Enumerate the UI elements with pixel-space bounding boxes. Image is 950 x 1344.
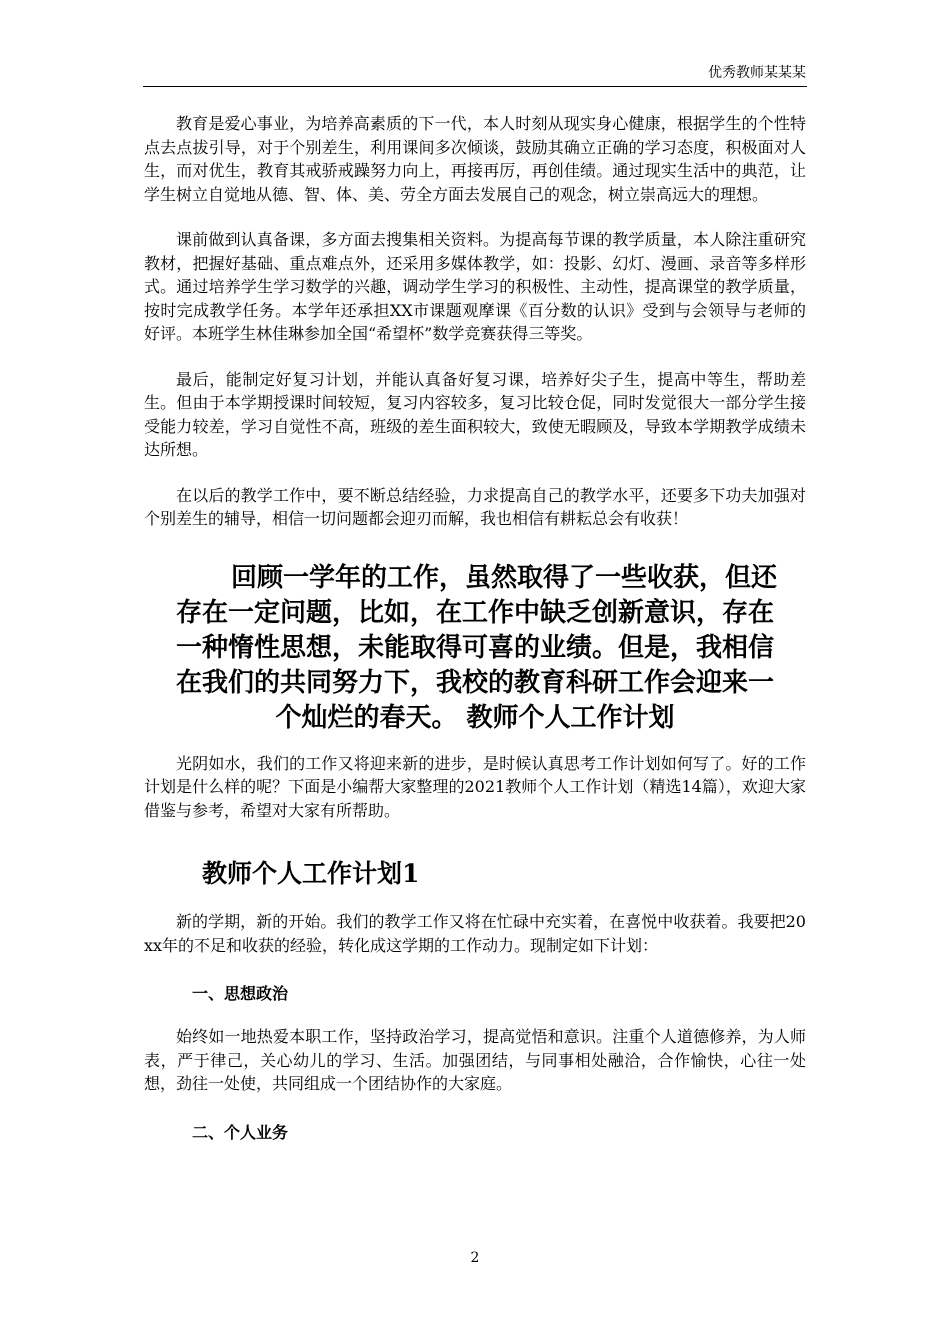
body-paragraph: 在以后的教学工作中，要不断总结经验，力求提高自己的教学水平，还要多下功夫加强对个别差生的辅导，相信一切问题都会迎刃而解，我也相信有耕耘总会有收获！ — [144, 485, 806, 528]
section-heading-business: 二、个人业务 — [192, 1122, 289, 1142]
section-paragraph: 始终如一地热爱本职工作，坚持政治学习，提高觉悟和意识。注重个人道德修养，为人师表，严于律己，关心幼儿的学习、生活。加强团结，与同事相处融洽，合作愉快，心往一处想，劲往一处使，共同组成一个团结协作的大家庭。 — [144, 1027, 806, 1093]
page-number: 2 — [470, 1250, 480, 1266]
header-divider — [143, 86, 807, 87]
plan-intro-paragraph: 新的学期，新的开始。我们的教学工作又将在忙碌中充实着，在喜悦中收获着。我要把20xx年的不足和收获的经验，转化成这学期的工作动力。现制定如下计划： — [144, 912, 806, 955]
running-header: 优秀教师某某某 — [708, 65, 806, 81]
emphasis-paragraph — [144, 561, 806, 736]
emphasis-line: 存在一定问题，比如，在工作中缺乏创新意识，存在 — [175, 597, 774, 628]
page-body — [144, 112, 806, 1144]
body-paragraph: 教育是爱心事业，为培养高素质的下一代，本人时刻从现实身心健康，根据学生的个性特点去点拔引导，对于个别差生，利用课间多次倾谈，鼓励其确立正确的学习态度，积极面对人生，而对优生，教育其戒骄戒躁努力向上，再接再厉，再创佳绩。通过现实生活中的典范，让学生树立自觉地从德、智、体、美、劳全方面去发展自己的观念，树立崇高远大的理想。 — [144, 114, 806, 204]
emphasis-text: 回顾一学年的工作，虽然取得了一些收获，但还 — [230, 562, 777, 593]
emphasis-line: 在我们的共同努力下，我校的教育科研工作会迎来一 — [175, 667, 774, 698]
emphasis-line: 个灿烂的春天。 教师个人工作计划 — [275, 702, 675, 733]
body-paragraph: 课前做到认真备课，多方面去搜集相关资料。为提高每节课的教学质量，本人除注重研究教材，把握好基础、重点难点外，还采用多媒体教学，如：投影、幻灯、漫画、录音等多样形式。通过培养学生学习数学的兴趣，调动学生学习的积极性、主动性，提高课堂的教学质量，按时完成教学任务。本学年还承担XX市课题观摩课《百分数的认识》受到与会领导与老师的好评。本班学生林佳琳参加全国“希望杯”数学竞赛获得三等奖。 — [144, 230, 806, 343]
section-heading-politics: 一、思想政治 — [192, 984, 289, 1003]
plan-title: 教师个人工作计划1 — [202, 859, 420, 888]
intro-paragraph: 光阴如水，我们的工作又将迎来新的进步，是时候认真思考工作计划如何写了。好的工作计划是什么样的呢？下面是小编帮大家整理的2021教师个人工作计划（精选14篇），欢迎大家借鉴与参考，希望对大家有所帮助。 — [144, 753, 806, 820]
emphasis-line: 一种惰性思想，未能取得可喜的业绩。但是，我相信 — [175, 632, 774, 663]
body-paragraph: 最后，能制定好复习计划，并能认真备好复习课，培养好尖子生，提高中等生，帮助差生。但由于本学期授课时间较短，复习内容较多，复习比较仓促，同时发觉很大一部分学生接受能力较差，学习自觉性不高，班级的差生面积较大，致使无暇顾及，导致本学期教学成绩未达所想。 — [144, 369, 806, 459]
emphasis-line — [146, 561, 804, 596]
